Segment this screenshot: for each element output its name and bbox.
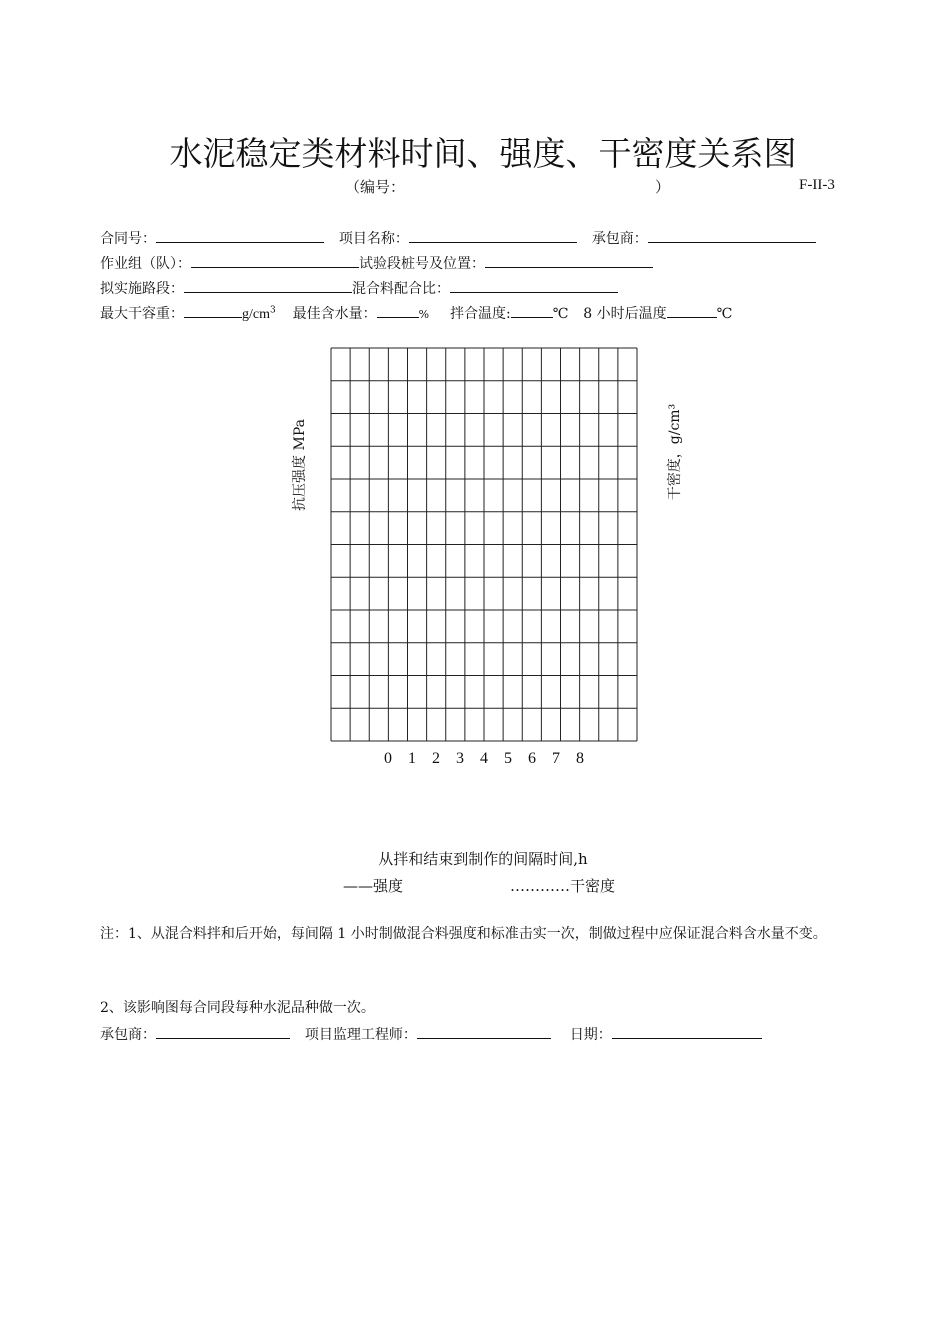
sign-supervisor-label: 项目监理工程师： [304, 1027, 417, 1043]
project-name-field[interactable] [409, 228, 577, 243]
temp-after-8h-label: 8 小时后温度 [583, 306, 667, 322]
contract-no-label: 合同号： [100, 231, 156, 247]
percent-unit: % [418, 308, 430, 321]
max-dry-density-label: 最大干容重： [100, 306, 184, 322]
optimum-moisture-field[interactable] [377, 303, 419, 318]
work-group-field[interactable] [191, 253, 359, 268]
sign-date-field[interactable] [612, 1024, 762, 1039]
legend-strength: ——强度 [343, 877, 404, 895]
work-group-label: 作业组（队）： [100, 256, 191, 272]
planned-section-field[interactable] [184, 278, 352, 293]
x-axis-label: 从拌和结束到制作的间隔时间,h [378, 850, 588, 868]
contract-no-field[interactable] [156, 228, 324, 243]
unit-gcm3: g/cm [242, 307, 270, 322]
form-code: F-II-3 [799, 177, 835, 193]
note-1: 注：1、从混合料拌和后开始，每间隔 1 小时制做混合料强度和标准击实一次，制做过程中应保证混合料含水量不变。 [100, 926, 827, 942]
density-row [100, 303, 732, 323]
x-tick-label: 6 [528, 750, 536, 767]
x-tick-label: 5 [504, 750, 512, 767]
x-tick-label: 1 [408, 750, 416, 767]
mix-ratio-field[interactable] [450, 278, 618, 293]
signature-row [100, 1024, 762, 1044]
test-section-label: 试验段桩号及位置： [359, 256, 485, 272]
contract-no-row [100, 228, 816, 248]
sign-contractor-label: 承包商： [100, 1027, 156, 1043]
chart-grid [330, 347, 638, 743]
contractor-field[interactable] [648, 228, 816, 243]
sign-contractor-field[interactable] [156, 1024, 290, 1039]
serial-number-close: ） [655, 178, 671, 196]
x-tick-label: 4 [480, 750, 488, 767]
x-tick-label: 3 [456, 750, 464, 767]
planned-section-row [100, 278, 618, 298]
serial-number-label: （编号： [345, 178, 406, 196]
legend-density: …………干密度 [510, 877, 616, 895]
mix-temp-label: 拌合温度: [450, 306, 511, 322]
contractor-label: 承包商： [591, 231, 648, 247]
x-tick-label: 0 [384, 750, 392, 767]
mix-ratio-label: 混合料配合比： [352, 281, 450, 297]
project-name-label: 项目名称： [338, 231, 409, 247]
x-tick-label: 7 [552, 750, 560, 767]
max-dry-density-field[interactable] [184, 303, 242, 318]
optimum-moisture-label: 最佳含水量： [292, 306, 377, 322]
celsius-unit: ℃ [552, 306, 569, 322]
planned-section-label: 拟实施路段： [100, 281, 184, 297]
note-2: 2、该影响图每合同段每种水泥品种做一次。 [100, 1000, 375, 1016]
sign-supervisor-field[interactable] [417, 1024, 551, 1039]
x-tick-label: 2 [432, 750, 440, 767]
x-tick-label: 8 [576, 750, 584, 767]
sign-date-label: 日期： [569, 1027, 612, 1043]
temp-after-8h-field[interactable] [667, 303, 717, 318]
test-section-field[interactable] [485, 253, 653, 268]
y-axis-left-label: 抗压强度 MPa [292, 419, 308, 511]
page-title: 水泥稳定类材料时间、强度、干密度关系图 [169, 134, 797, 173]
unit-sup: 3 [270, 305, 276, 316]
celsius-unit-2: ℃ [716, 306, 733, 322]
y-axis-right-label: 干密度，g/cm³ [667, 403, 683, 501]
mix-temp-field[interactable] [511, 303, 553, 318]
work-group-row [100, 253, 653, 273]
